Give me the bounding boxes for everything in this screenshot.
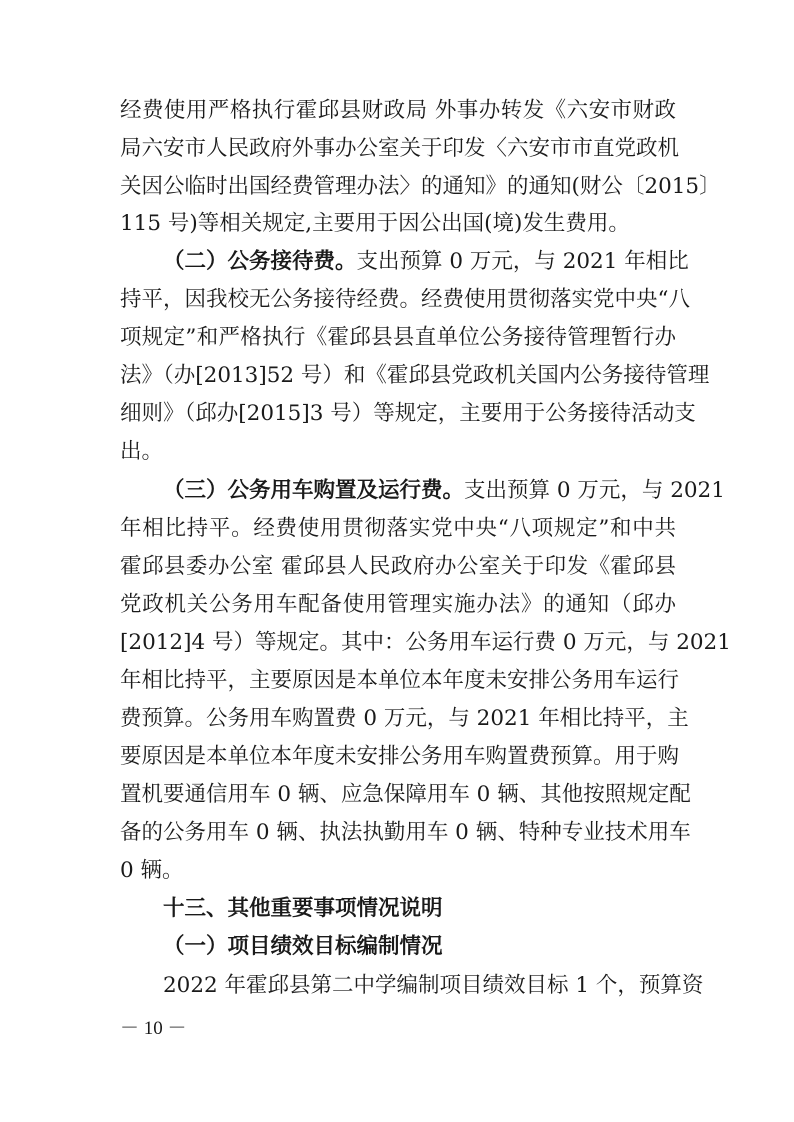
paragraph-line: [2012]4 号）等规定。其中：公务用车运行费 0 万元，与 2021 — [120, 630, 731, 655]
section-2-first-line — [163, 247, 689, 277]
paragraph-line: 2022 年霍邱县第二中学编制项目绩效目标 1 个，预算资 — [163, 973, 704, 998]
paragraph-line: 经费使用严格执行霍邱县财政局 外事办转发《六安市财政 — [120, 98, 676, 123]
paragraph-line: 细则》（邱办[2015]3 号）等规定，主要用于公务接待活动支 — [120, 401, 696, 426]
paragraph-line: 备的公务用车 0 辆、执法执勤用车 0 辆、特种专业技术用车 — [120, 820, 691, 845]
paragraph-line: 费预算。公务用车购置费 0 万元，与 2021 年相比持平，主 — [120, 706, 689, 731]
section-3-heading: （三）公务用车购置及运行费。 — [163, 478, 465, 503]
subsection-1-heading: （一）项目绩效目标编制情况 — [163, 934, 443, 959]
section-2-first-text: 支出预算 0 万元，与 2021 年相比 — [356, 249, 689, 274]
paragraph-line: 党政机关公务用车配备使用管理实施办法》的通知（邱办 — [120, 592, 676, 617]
paragraph-line: 年相比持平，主要原因是本单位本年度未安排公务用车运行 — [120, 668, 680, 693]
page-number: － 10 － — [120, 1018, 187, 1039]
paragraph-line: 关因公临时出国经费管理办法〉的通知》的通知(财公〔2015〕 — [120, 174, 721, 199]
paragraph-line: 要原因是本单位本年度未安排公务用车购置费预算。用于购 — [120, 744, 680, 769]
paragraph-line: 霍邱县委办公室 霍邱县人民政府办公室关于印发《霍邱县 — [120, 554, 676, 579]
paragraph-line: 115 号)等相关规定,主要用于因公出国(境)发生费用。 — [120, 211, 630, 236]
paragraph-line: 法》（办[2013]52 号）和《霍邱县党政机关国内公务接待管理 — [120, 363, 710, 388]
paragraph-line: 年相比持平。经费使用贯彻落实党中央“八项规定”和中共 — [120, 516, 676, 541]
section-3-first-line — [163, 476, 725, 506]
section-2-heading: （二）公务接待费。 — [163, 249, 357, 274]
paragraph-line: 项规定”和严格执行《霍邱县县直单位公务接待管理暂行办 — [120, 325, 676, 350]
paragraph-line: 持平，因我校无公务接待经费。经费使用贯彻落实党中央“八 — [120, 287, 690, 312]
paragraph-line: 出。 — [120, 439, 164, 464]
paragraph-line: 置机要通信用车 0 辆、应急保障用车 0 辆、其他按照规定配 — [120, 782, 691, 807]
section-13-heading: 十三、其他重要事项情况说明 — [163, 896, 443, 921]
paragraph-line: 局六安市人民政府外事办公室关于印发〈六安市市直党政机 — [120, 136, 680, 161]
paragraph-line: 0 辆。 — [120, 858, 184, 883]
section-3-first-text: 支出预算 0 万元，与 2021 — [464, 478, 725, 503]
